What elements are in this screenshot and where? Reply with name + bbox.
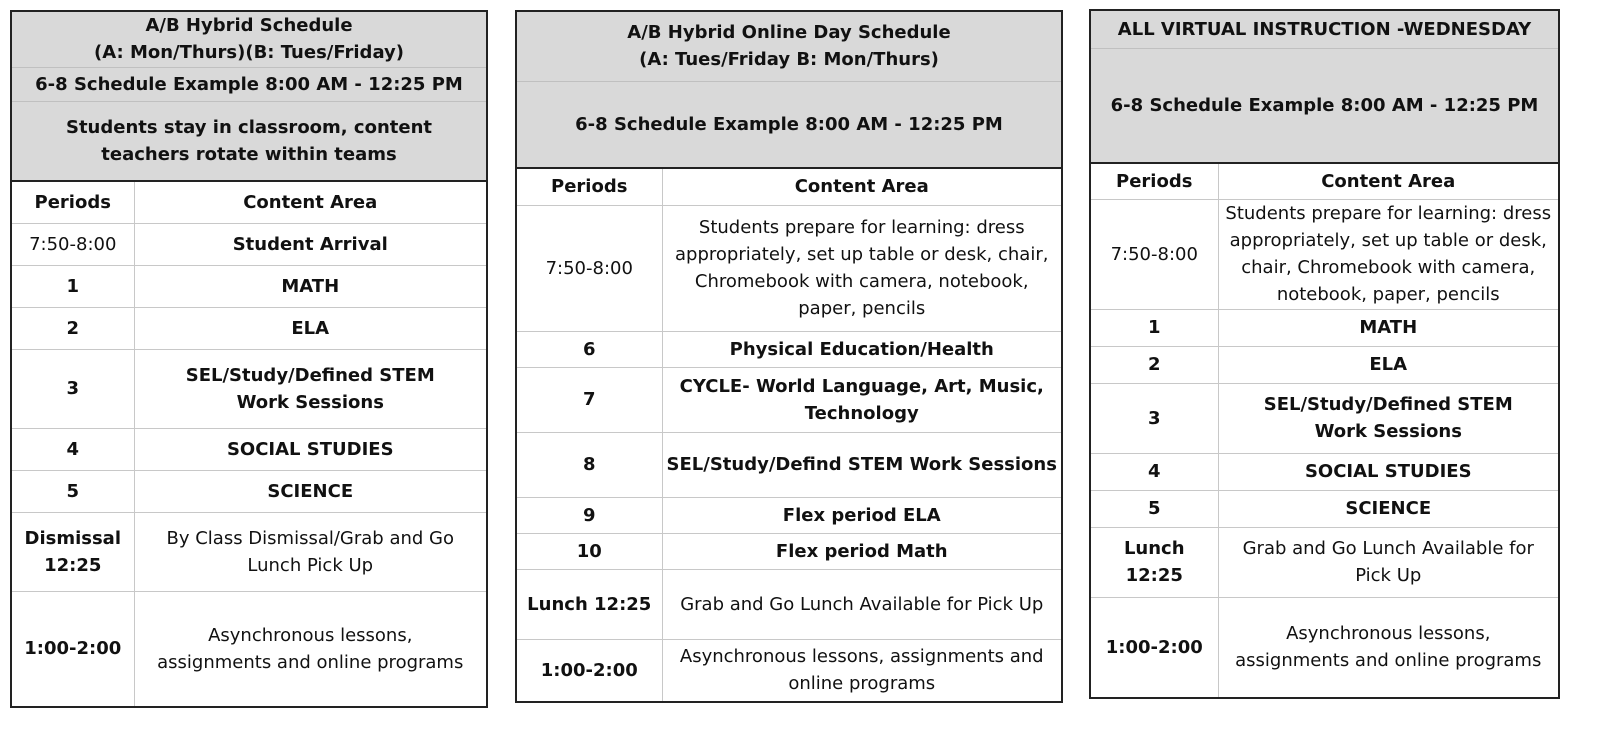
content-cell: SCIENCE [1218,490,1559,527]
table-row [1090,453,1559,490]
table-row [516,367,1062,432]
content-cell: SEL/Study/Defind STEM Work Sessions [662,432,1062,497]
content-cell: ELA [1218,346,1559,383]
period-cell: 7:50-8:00 [1090,199,1218,309]
table-row [11,428,487,470]
period-cell: 2 [1090,346,1218,383]
content-cell: Asynchronous lessons, assignments and online programs [1218,597,1559,698]
schedule-time-header: 6-8 Schedule Example 8:00 AM - 12:25 PM [516,81,1062,168]
period-cell: 9 [516,497,662,533]
table-title: A/B Hybrid Online Day Schedule (A: Tues/Friday B: Mon/Thurs) [516,11,1062,81]
schedule-time-header: 6-8 Schedule Example 8:00 AM - 12:25 PM [11,67,487,101]
col-header-periods: Periods [11,181,134,223]
hybrid-online-day-schedule-table [515,10,1063,703]
table-title: A/B Hybrid Schedule (A: Mon/Thurs)(B: Tues/Friday) [11,11,487,67]
content-cell: Flex period ELA [662,497,1062,533]
period-cell: 6 [516,331,662,367]
period-cell: 1 [1090,309,1218,346]
table-row [11,591,487,707]
content-cell: Students prepare for learning: dress appropriately, set up table or desk, chair, Chromebook with camera, notebook, paper, pencils [1218,199,1559,309]
period-cell: 7:50-8:00 [11,223,134,265]
table-row [11,265,487,307]
content-cell: SOCIAL STUDIES [134,428,487,470]
table-row [516,639,1062,702]
period-cell: 3 [1090,383,1218,453]
table-row [1090,346,1559,383]
table-row [516,331,1062,367]
content-cell: Grab and Go Lunch Available for Pick Up [662,569,1062,639]
content-cell: MATH [1218,309,1559,346]
content-cell: SEL/Study/Defined STEM Work Sessions [1218,383,1559,453]
content-cell: Student Arrival [134,223,487,265]
period-cell: 1:00-2:00 [11,591,134,707]
content-cell: Grab and Go Lunch Available for Pick Up [1218,527,1559,597]
col-header-periods: Periods [516,168,662,205]
period-cell: 4 [1090,453,1218,490]
table-row [1090,527,1559,597]
period-cell: 5 [11,470,134,512]
table-row [516,497,1062,533]
period-cell: 7 [516,367,662,432]
period-cell: Lunch 12:25 [1090,527,1218,597]
table-row [11,307,487,349]
table-row [516,569,1062,639]
content-cell: ELA [134,307,487,349]
schedule-note-header: Students stay in classroom, content teachers rotate within teams [11,101,487,181]
schedule-time-header: 6-8 Schedule Example 8:00 AM - 12:25 PM [1090,48,1559,163]
table-row [11,512,487,591]
content-cell: SOCIAL STUDIES [1218,453,1559,490]
table-row [1090,199,1559,309]
period-cell: Lunch 12:25 [516,569,662,639]
table-row [11,470,487,512]
table-row [11,349,487,428]
col-header-periods: Periods [1090,163,1218,199]
col-header-content-area: Content Area [662,168,1062,205]
table-row [516,432,1062,497]
content-cell: Asynchronous lessons, assignments and online programs [134,591,487,707]
period-cell: 10 [516,533,662,569]
period-cell: 7:50-8:00 [516,205,662,331]
table-row [516,533,1062,569]
table-row [11,223,487,265]
content-cell: MATH [134,265,487,307]
table-row [1090,309,1559,346]
content-cell: Asynchronous lessons, assignments and online programs [662,639,1062,702]
period-cell: 2 [11,307,134,349]
col-header-content-area: Content Area [1218,163,1559,199]
content-cell: Students prepare for learning: dress appropriately, set up table or desk, chair, Chromebook with camera, notebook, paper, pencils [662,205,1062,331]
content-cell: By Class Dismissal/Grab and Go Lunch Pick Up [134,512,487,591]
content-cell: SEL/Study/Defined STEM Work Sessions [134,349,487,428]
period-cell: 3 [11,349,134,428]
table-row [1090,597,1559,698]
table-title: ALL VIRTUAL INSTRUCTION -WEDNESDAY [1090,10,1559,48]
table-row [516,205,1062,331]
content-cell: Flex period Math [662,533,1062,569]
period-cell: 5 [1090,490,1218,527]
period-cell: 4 [11,428,134,470]
period-cell: 1:00-2:00 [516,639,662,702]
content-cell: SCIENCE [134,470,487,512]
period-cell: 1 [11,265,134,307]
content-cell: CYCLE- World Language, Art, Music, Technology [662,367,1062,432]
table-row [1090,383,1559,453]
hybrid-schedule-table [10,10,488,708]
all-virtual-schedule-table [1089,9,1560,699]
table-row [1090,490,1559,527]
period-cell: Dismissal 12:25 [11,512,134,591]
period-cell: 1:00-2:00 [1090,597,1218,698]
col-header-content-area: Content Area [134,181,487,223]
period-cell: 8 [516,432,662,497]
content-cell: Physical Education/Health [662,331,1062,367]
